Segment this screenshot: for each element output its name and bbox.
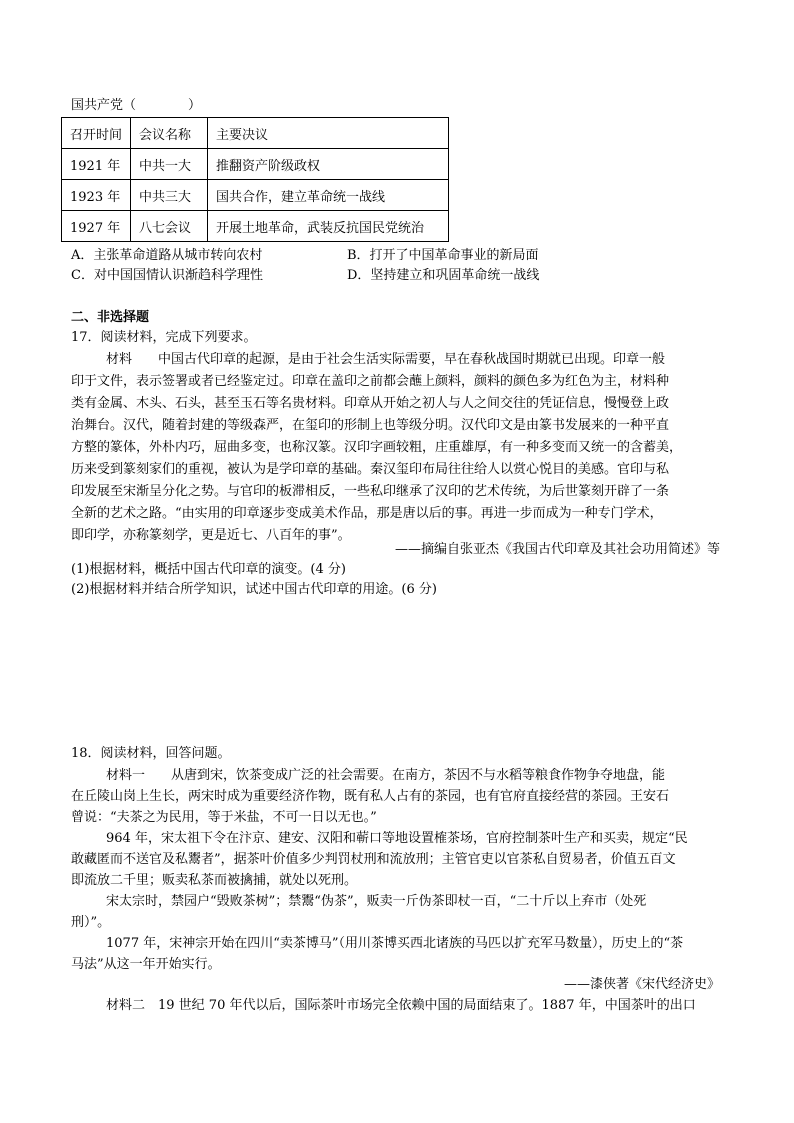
q18-para-line: 曾说：“夫茶之为民用，等于米盐，不可一日以无也。” [71,810,377,825]
q17-para-line: 历来受到篆刻家们的重视，被认为是学印章的基础。秦汉玺印布局往往给人以赏心悦目的美感。官印与私 [71,462,670,477]
meeting-table [61,117,449,242]
q18-para-line: 材料一 从唐到宋，饮茶变成广泛的社会需要。在南方，茶因不与水稻等粮食作物争夺地盘，能 [106,768,666,783]
header-time: 召开时间 [62,118,131,149]
q17-para-line: 印发展至宋渐呈分化之势。与官印的板滞相反，一些私印继承了汉印的艺术传统，为后世篆刻开辟了一条 [71,484,670,499]
q17-prompt: 17．阅读材料，完成下列要求。 [71,330,257,345]
cell-name: 中共一大 [131,149,208,180]
q17-question-1: (1)根据材料，概括中国古代印章的演变。(4 分) [71,562,346,577]
table-caption: 国共产党（ ） [71,98,202,113]
q18-source: ——漆侠著《宋代经济史》 [563,977,720,992]
q18-para-line: 敢藏匿而不送官及私鬻者”，据茶叶价值多少判罚杖刑和流放刑；主管官吏以官茶私自贸易者，价值五百文 [71,852,676,867]
cell-time: 1927 年 [62,211,131,242]
table-row [62,211,449,242]
q18-para-line: 964 年，宋太祖下令在汴京、建安、汉阳和蕲口等地设置榷茶场，官府控制茶叶生产和买卖，规定“民 [106,831,688,846]
table-row [62,149,449,180]
cell-decision: 开展土地革命，武装反抗国民党统治 [208,211,449,242]
q17-para-line: 类有金属、木头、石头，甚至玉石等名贵材料。印章从开始之初人与人之间交往的凭证信息，慢慢登上政 [71,396,670,411]
q17-question-2: (2)根据材料并结合所学知识，试述中国古代印章的用途。(6 分) [71,582,437,597]
q18-para-line: 材料二 19 世纪 70 年代以后，国际茶叶市场完全依赖中国的局面结束了。1887 年，中国茶叶的出口 [106,998,696,1013]
q18-prompt: 18．阅读材料，回答问题。 [71,746,231,761]
cell-name: 中共三大 [131,180,208,211]
option-d: D．坚持建立和巩固革命统一战线 [347,268,540,283]
option-b: B．打开了中国革命事业的新局面 [347,248,539,263]
q18-para-line: 1077 年，宋神宗开始在四川“卖茶博马”（用川茶博买西北诸族的马匹以扩充军马数量），历史上的“茶 [106,936,684,951]
cell-decision: 推翻资产阶级政权 [208,149,449,180]
q18-para-line: 马法”从这一年开始实行。 [71,957,221,972]
q17-para-line: 治舞台。汉代，随着封建的等级森严，在玺印的形制上也等级分明。汉代印文是由篆书发展来的一种平直 [71,418,670,433]
q18-para-line: 刑）”。 [71,915,111,930]
section-heading: 二、非选择题 [71,310,150,325]
q18-para-line: 宋太宗时，禁园户“毁败茶树”；禁鬻“伪茶”，贩卖一斤伪茶即杖一百，“二十斤以上弃市（处死 [106,894,647,909]
cell-name: 八七会议 [131,211,208,242]
q17-para-line: 方整的篆体，外朴内巧，屈曲多变，也称汉篆。汉印字画较粗，庄重雄厚，有一种多变而又统一的含蓄美， [71,440,683,455]
header-decision: 主要决议 [208,118,449,149]
q17-source: ——摘编自张亚杰《我国古代印章及其社会功用简述》等 [394,542,720,557]
cell-time: 1923 年 [62,180,131,211]
q17-para-line: 材料 中国古代印章的起源，是由于社会生活实际需要，早在春秋战国时期就已出现。印章一般 [106,352,666,367]
table-header-row [62,118,449,149]
table-row [62,180,449,211]
q18-para-line: 在丘陵山岗上生长，两宋时成为重要经济作物，既有私人占有的茶园，也有官府直接经营的茶园。王安石 [71,789,670,804]
cell-decision: 国共合作，建立革命统一战线 [208,180,449,211]
header-name: 会议名称 [131,118,208,149]
option-a: A．主张革命道路从城市转向农村 [71,248,263,263]
option-c: C．对中国国情认识渐趋科学理性 [71,268,263,283]
cell-time: 1921 年 [62,149,131,180]
q17-para-line: 即印学，亦称篆刻学，更是近七、八百年的事”。 [71,528,351,543]
q17-para-line: 全新的艺术之路。“由实用的印章逐步变成美术作品，那是唐以后的事。再进一步而成为一种专门学术， [71,506,663,521]
q17-para-line: 印于文件，表示签署或者已经鉴定过。印章在盖印之前都会蘸上颜料，颜料的颜色多为红色为主，材料种 [71,374,670,389]
q18-para-line: 即流放二千里；贩卖私茶而被擒捕，就处以死刑。 [71,873,358,888]
